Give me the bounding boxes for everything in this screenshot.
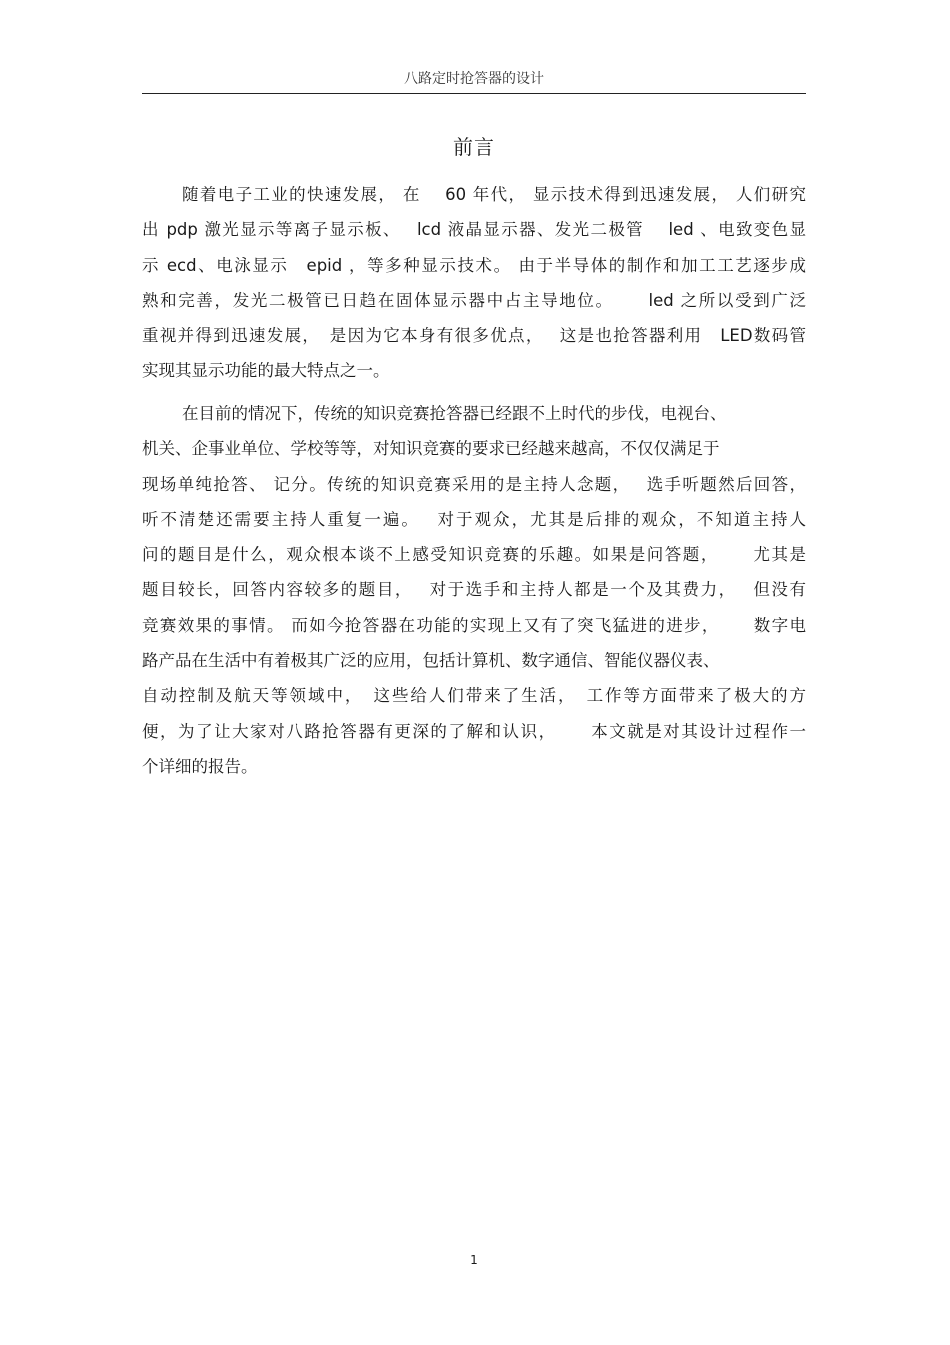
paragraph-line: 竞赛效果的事情。 而如今抢答器在功能的实现上又有了突飞猛进的进步， 数字电 xyxy=(142,615,806,635)
paragraph-1 xyxy=(142,177,806,389)
paragraph-line: 随着电子工业的快速发展， 在 60 年代， 显示技术得到迅速发展， 人们研究 xyxy=(182,185,806,204)
paragraph-line: 问的题目是什么，观众根本谈不上感受知识竞赛的乐趣。如果是问答题， 尤其是 xyxy=(142,545,806,565)
paragraph-line: 路产品在生活中有着极其广泛的应用，包括计算机、数字通信、智能仪器仪表、 xyxy=(142,651,720,671)
paragraph-line: 示 ecd、电泳显示 epid ，等多种显示技术。 由于半导体的制作和加工工艺逐步成 xyxy=(142,255,806,275)
paragraph-line: 听不清楚还需要主持人重复一遍。 对于观众，尤其是后排的观众，不知道主持人 xyxy=(142,509,806,529)
paragraph-line: 题目较长，回答内容较多的题目， 对于选手和主持人都是一个及其费力， 但没有 xyxy=(142,580,806,600)
paragraph-line: 便，为了让大家对八路抢答器有更深的了解和认识， 本文就是对其设计过程作一 xyxy=(142,721,806,741)
paragraph-line: 在目前的情况下，传统的知识竞赛抢答器已经跟不上时代的步伐，电视台、 xyxy=(182,404,727,423)
paragraph-line: 机关、企事业单位、学校等等，对知识竞赛的要求已经越来越高，不仅仅满足于 xyxy=(142,439,720,459)
paragraph-line: 重视并得到迅速发展， 是因为它本身有很多优点， 这是也抢答器利用 LED数码管 xyxy=(142,326,806,346)
section-title: 前言 xyxy=(453,135,495,159)
page-number: 1 xyxy=(470,1253,478,1267)
header-divider xyxy=(142,93,806,94)
running-header: 八路定时抢答器的设计 xyxy=(404,71,544,87)
paragraph-line: 出 pdp 激光显示等离子显示板、 lcd 液晶显示器、发光二极管 led 、电致变色显 xyxy=(142,220,806,240)
paragraph-line: 自动控制及航天等领域中， 这些给人们带来了生活， 工作等方面带来了极大的方 xyxy=(142,686,806,706)
paragraph-line: 熟和完善，发光二极管已日趋在固体显示器中占主导地位。 led 之所以受到广泛 xyxy=(142,290,806,310)
paragraph-line: 现场单纯抢答、 记分。传统的知识竞赛采用的是主持人念题， 选手听题然后回答， xyxy=(142,474,806,494)
paragraph-2 xyxy=(142,396,806,784)
paragraph-line: 实现其显示功能的最大特点之一。 xyxy=(142,361,390,381)
paragraph-line: 个详细的报告。 xyxy=(142,756,258,776)
